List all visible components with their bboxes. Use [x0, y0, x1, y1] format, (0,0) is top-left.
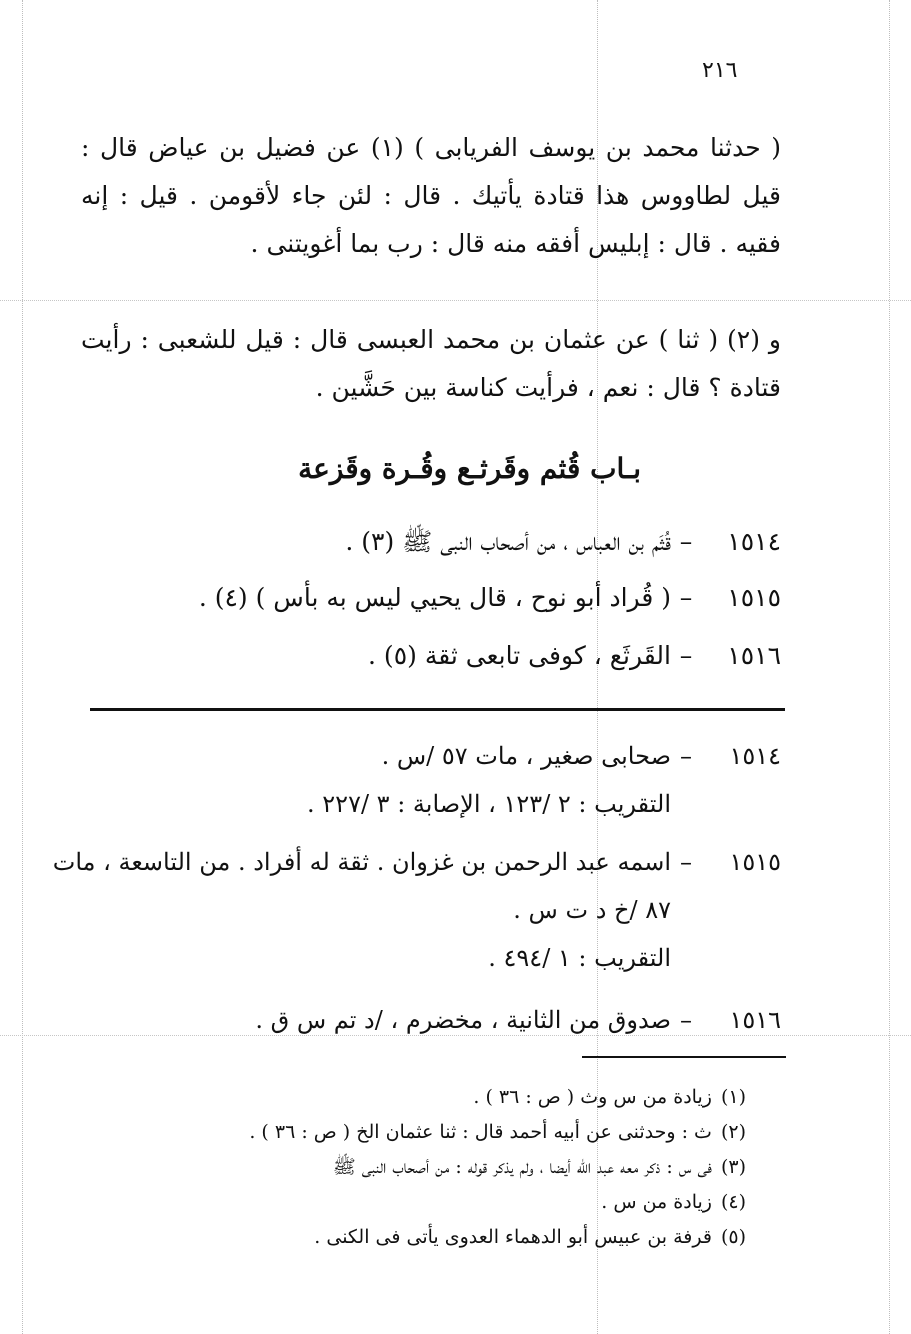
paragraph-2: و (٢) ( ثنا ) عن عثمان بن محمد العبسى قال : قيل للشعبى : رأيت قتادة ؟ قال : نعم ، فرأيت كناسة بين حَشَّين .	[81, 325, 781, 402]
chapter-title: بـاب قُثم وقَرثـع وقُـرة وقَزعة	[298, 452, 641, 485]
entry-number: ١٥١٦	[727, 641, 781, 670]
horizontal-dotted-line	[0, 300, 911, 301]
paragraph-1: ( حدثنا محمد بن يوسف الفريابى ) (١) عن فضيل بن عياض قال : قيل لطاووس هذا قتادة يأتيك . قال : لئن جاء لأقومن . قيل : إنه فقيه . قال : إبليس أفقه منه قال : رب بما أغويتنى .	[81, 133, 782, 258]
note-1515-line-3: التقريب : ١ /٤٩٤ .	[488, 944, 671, 972]
note-1514: ١٥١٤–صحابى صغير ، مات ٥٧ /س .	[381, 742, 781, 770]
entry-number: ١٥١٤	[727, 527, 781, 556]
entry-1515: ١٥١٥–( قُراد أبو نوح ، قال يحيي ليس به بأس ) (٤) .	[199, 570, 781, 626]
entry-text: ( قُراد أبو نوح ، قال يحيي ليس به بأس ) (٤) .	[198, 583, 671, 612]
page-number: ٢١٦	[702, 58, 738, 83]
margin-dotted-line	[22, 0, 23, 1334]
entry-number: ١٥١٥	[727, 583, 781, 612]
entry-1514: ١٥١٤–قُثَم بن العباس ، من أصحاب النبى ﷺ (٣) .	[345, 514, 781, 570]
entry-1516: ١٥١٦–القَرثَع ، كوفى تابعى ثقة (٥) .	[368, 628, 781, 684]
footnote-5: (٥) قرفة بن عبيس أبو الدهماء العدوى يأتى فى الكنى .	[314, 1226, 746, 1248]
footnote-1: (١) زيادة من س وث ( ص : ٣٦ ) .	[473, 1086, 746, 1108]
margin-dotted-line	[889, 0, 890, 1334]
footnote-3: (٣) فى س : ذكر معه عبد الله أيضا ، ولم يذكر قوله : من أصحاب النبى ﷺ	[332, 1156, 746, 1178]
footnote-2: (٢) ث : وحدثنى عن أبيه أحمد قال : ثنا عثمان الخ ( ص : ٣٦ ) .	[249, 1121, 746, 1143]
entry-text: قُثَم بن العباس ، من أصحاب النبى ﷺ (٣) .	[345, 527, 671, 556]
entry-text: القَرثَع ، كوفى تابعى ثقة (٥) .	[368, 641, 671, 670]
note-1515-line-2: ٨٧ /خ د ت س .	[513, 896, 671, 924]
note-1516: ١٥١٦–صدوق من الثانية ، مخضرم ، /د تم س ق .	[255, 1006, 781, 1034]
note-1514-line-2: التقريب : ٢ /١٢٣ ، الإصابة : ٣ /٢٢٧ .	[307, 790, 671, 818]
section-divider	[90, 708, 785, 711]
note-1515: ١٥١٥–اسمه عبد الرحمن بن غزوان . ثقة له أفراد . من التاسعة ، مات	[52, 848, 781, 876]
footnote-4: (٤) زيادة من س .	[601, 1191, 746, 1213]
footnote-divider	[582, 1056, 786, 1058]
